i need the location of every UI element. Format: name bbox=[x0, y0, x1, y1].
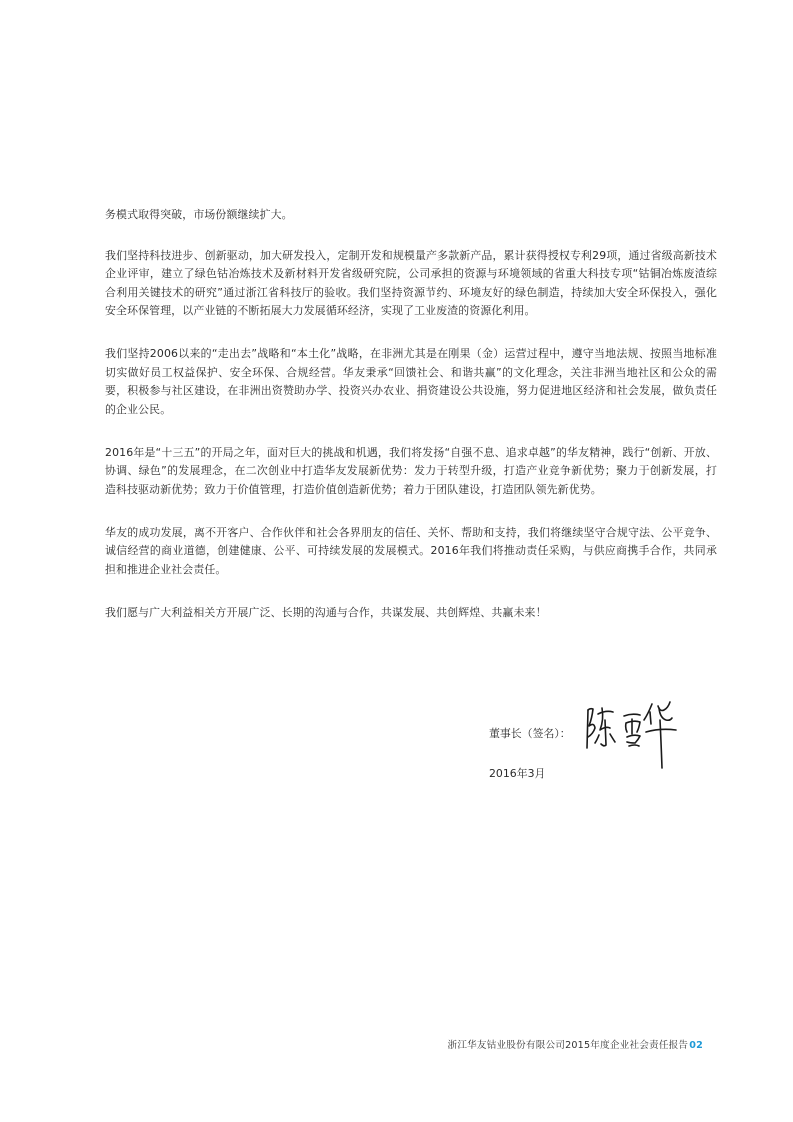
paragraph-4: 2016年是“十三五”的开局之年，面对巨大的挑战和机遇，我们将发扬“自强不息、追求卓越”的华友精神，践行“创新、开放、协调、绿色”的发展理念，在二次创业中打造华友发展新优势：发力于转型升级，打造产业竞争新优势；聚力于创新发展，打造科技驱动新优势；致力于价值管理，打造价值创造新优势；着力于团队建设，打造团队领先新优势。 bbox=[105, 445, 717, 496]
signature-date: 2016年3月 bbox=[489, 767, 546, 780]
paragraph-1: 务模式取得突破，市场份额继续扩大。 bbox=[105, 208, 293, 221]
handwritten-signature bbox=[580, 690, 695, 770]
paragraph-3: 我们坚持2006以来的“走出去”战略和“本土化”战略，在非洲尤其是在刚果（金）运营过程中，遵守当地法规、按照当地标准切实做好员工权益保护、安全环保、合规经营。华友秉承“回馈社会、和谐共赢”的文化理念，关注非洲当地社区和公众的需要，积极参与社区建设，在非洲出资赞助办学、投资兴办农业、捐资建设公共设施，努力促进地区经济和社会发展，做负责任的企业公民。 bbox=[105, 347, 717, 416]
paragraph-5: 华友的成功发展，离不开客户、合作伙伴和社会各界朋友的信任、关怀、帮助和支持，我们将继续坚守合规守法、公平竞争、诚信经营的商业道德，创建健康、公平、可持续发展的发展模式。2016年我们将推动责任采购，与供应商携手合作，共同承担和推进企业社会责任。 bbox=[105, 525, 717, 576]
page-number: 02 bbox=[689, 1040, 703, 1051]
footer-report-title: 浙江华友钴业股份有限公司2015年度企业社会责任报告 bbox=[447, 1040, 689, 1051]
paragraph-2: 我们坚持科技进步、创新驱动，加大研发投入，定制开发和规模量产多款新产品，累计获得授权专利29项，通过省级高新技术企业评审，建立了绿色钴冶炼技术及新材料开发省级研究院，公司承担的资源与环境领域的省重大科技专项“钴铜冶炼废渣综合利用关键技术的研究”通过浙江省科技厅的验收。我们坚持资源节约、环境友好的绿色制造，持续加大安全环保投入，强化安全环保管理，以产业链的不断拓展大力发展循环经济，实现了工业废渣的资源化利用。 bbox=[105, 248, 717, 317]
page-footer bbox=[448, 1039, 703, 1053]
letter-body bbox=[105, 206, 717, 647]
paragraph-6: 我们愿与广大利益相关方开展广泛、长期的沟通与合作，共谋发展、共创辉煌、共赢未来！ bbox=[105, 605, 547, 619]
signature-label: 董事长（签名）： bbox=[489, 727, 571, 740]
signature-block bbox=[480, 690, 720, 790]
